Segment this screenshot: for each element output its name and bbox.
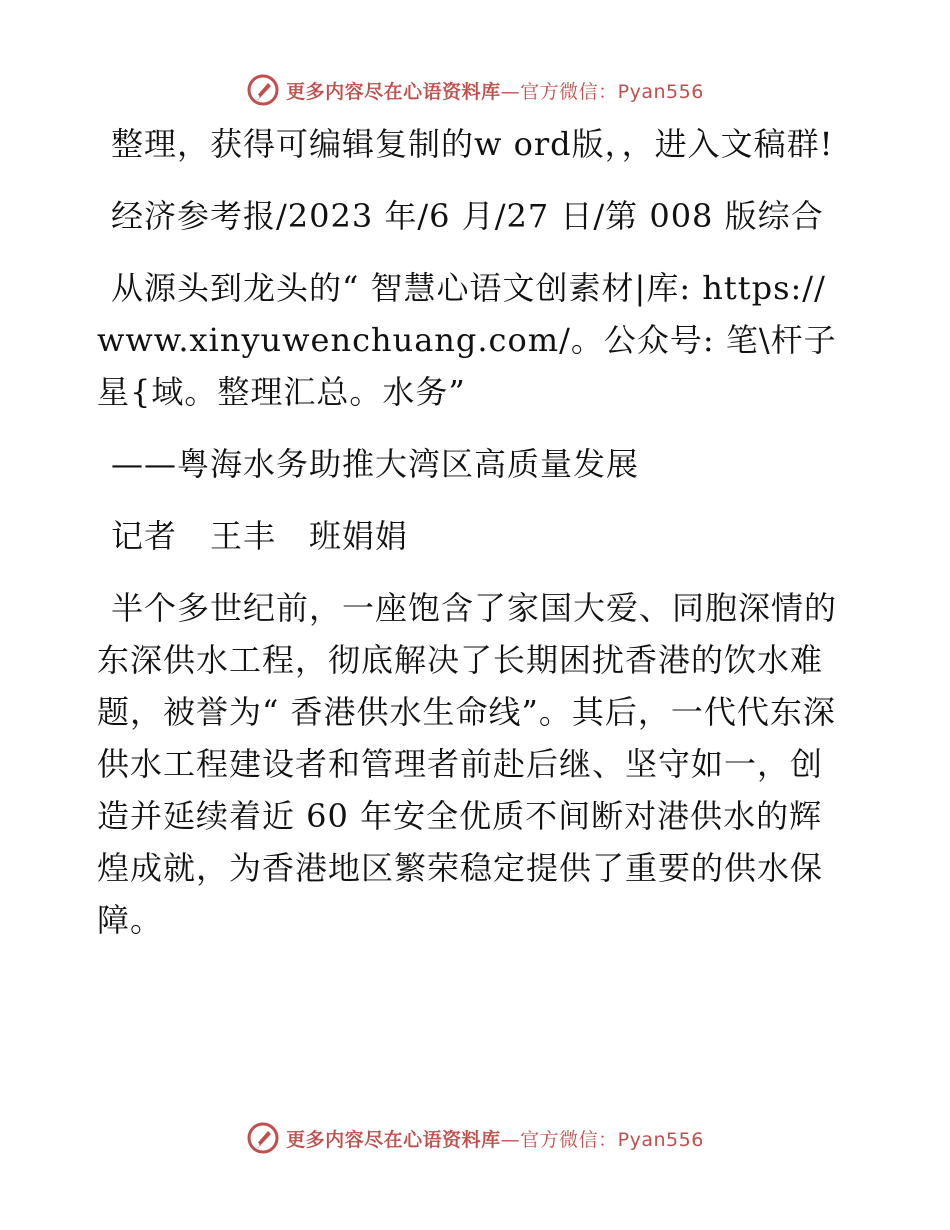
subheadline: ——粤海水务助推大湾区高质量发展 — [111, 445, 640, 483]
intro-paragraph: 整理，获得可编辑复制的w ord版，，进入文稿群! — [111, 125, 834, 163]
banner-text: 更多内容尽在心语资料库—官方微信：Pyan556 — [286, 80, 704, 103]
source-line: 经济参考报/2023 年/6 月/27 日/第 008 版综合 — [111, 197, 824, 235]
document-body — [97, 118, 853, 966]
pen-seal-icon — [246, 73, 280, 107]
headline: 从源头到龙头的“ 智慧心语文创素材|库: https://www.xinyuwenchuang.com/。公众号: 笔\杆子星{域。整理汇总。水务” — [97, 269, 837, 411]
byline: 记者 王丰 班娟娟 — [111, 517, 409, 555]
body-paragraph: 半个多世纪前，一座饱含了家国大爱、同胞深情的东深供水工程，彻底解决了长期困扰香港的饮水难题，被誉为“ 香港供水生命线”。其后，一代代东深供水工程建设者和管理者前赴后继、坚守如一，创造并延续着近 60 年安全优质不间断对港供水的辉煌成就，为香港地区繁荣稳定提供了重要的供水保障。 — [97, 589, 838, 939]
footer-banner — [0, 1118, 950, 1158]
header-banner — [0, 70, 950, 110]
pen-seal-icon — [246, 1121, 280, 1155]
banner-text: 更多内容尽在心语资料库—官方微信：Pyan556 — [286, 1128, 704, 1151]
